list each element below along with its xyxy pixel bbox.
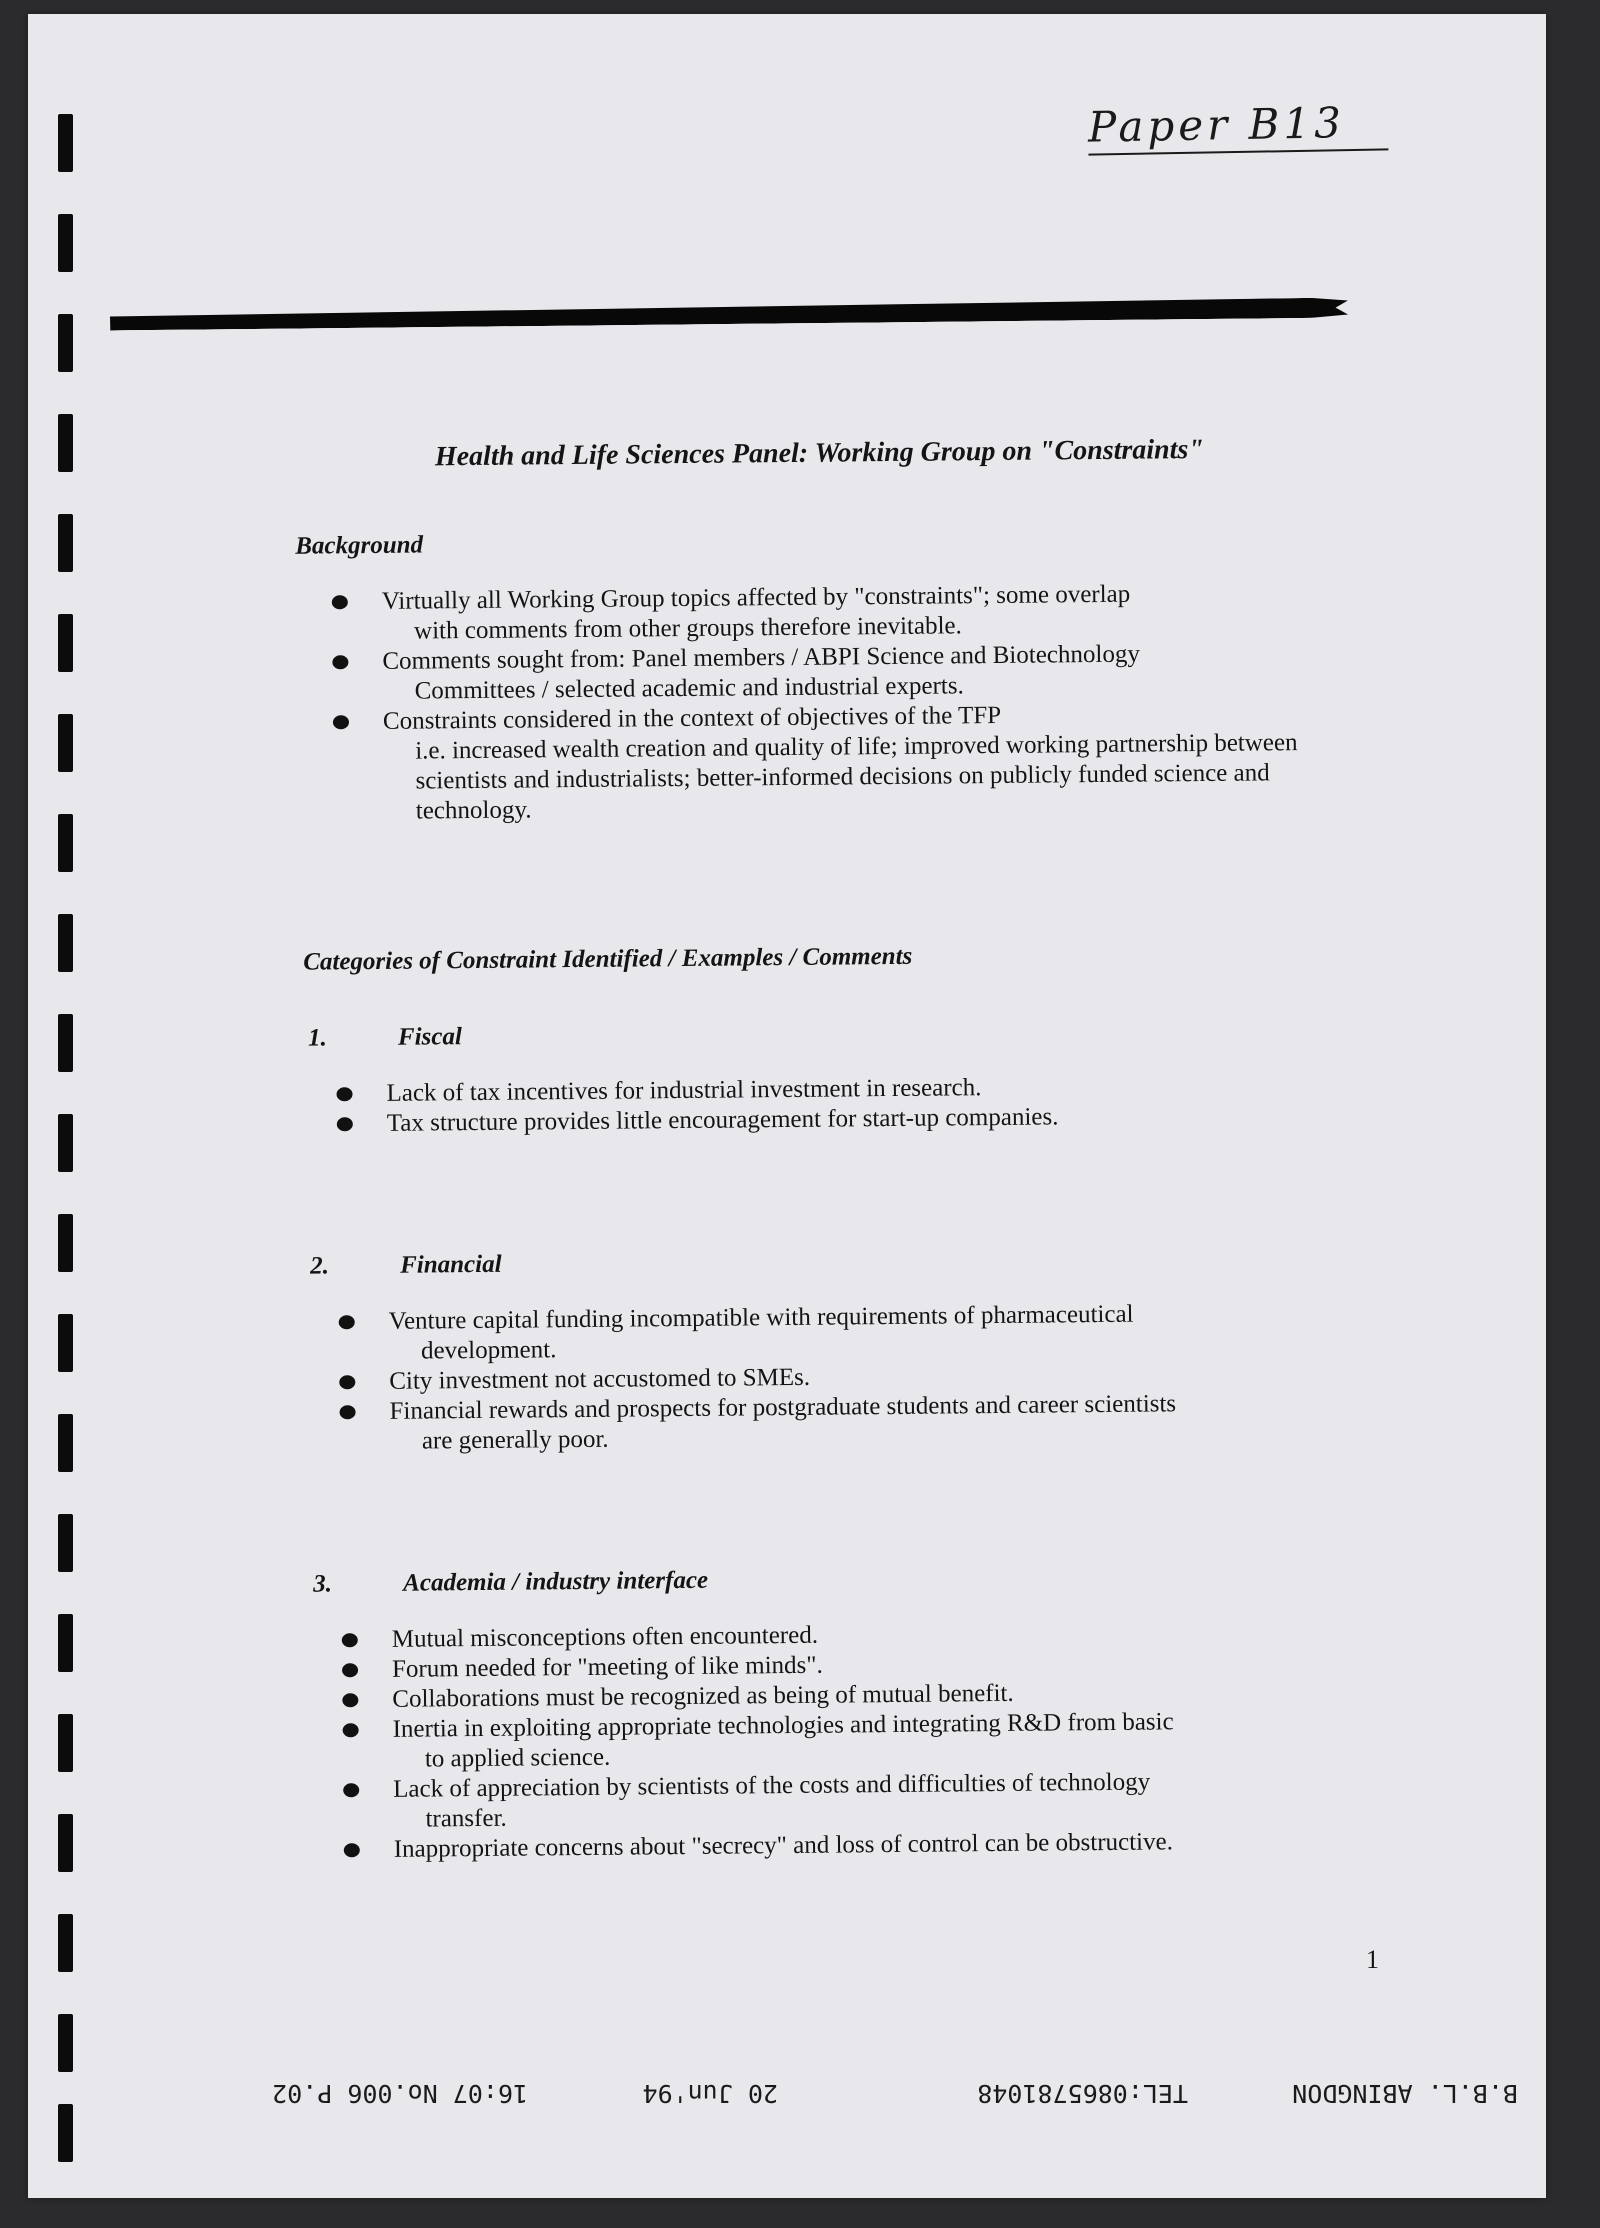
list-item: Collaborations must be recognized as being of mutual benefit.: [276, 1675, 1386, 1716]
section-heading: [313, 1559, 1385, 1599]
section-title: Financial: [400, 1250, 502, 1279]
punch-hole: [58, 2104, 73, 2162]
handwritten-note: Paper B13: [1088, 97, 1389, 155]
fax-tel: TEL:0865781048: [977, 2079, 1188, 2108]
punch-hole: [58, 314, 73, 372]
punch-hole: [58, 1314, 73, 1372]
bullet-icon: [343, 1783, 359, 1797]
punch-hole: [58, 1414, 73, 1472]
punch-hole: [58, 1714, 73, 1772]
section-heading: [308, 1013, 1380, 1053]
fax-date: 20 Jun'94: [642, 2079, 778, 2108]
punch-hole: [58, 114, 73, 172]
list-item: Forum needed for "meeting of like minds".: [276, 1645, 1386, 1686]
list-item: Financial rewards and prospects for postgraduate students and career scientists are generally poor.: [273, 1387, 1384, 1458]
punch-hole: [58, 1614, 73, 1672]
page-number: 1: [1366, 1945, 1379, 1974]
bullet-icon: [342, 1663, 358, 1677]
list-item: City investment not accustomed to SMEs.: [273, 1357, 1383, 1398]
categories-heading: Categories of Constraint Identified / Examples / Comments: [303, 942, 913, 976]
bullet-icon: [332, 595, 348, 609]
punch-hole: [58, 914, 73, 972]
list-item: Comments sought from: Panel members / ABPI Science and Biotechnology Committees / selected academic and industrial experts.: [266, 637, 1377, 708]
punch-hole: [58, 414, 73, 472]
punch-hole: [58, 614, 73, 672]
punch-hole: [58, 1014, 73, 1072]
punch-hole: [58, 214, 73, 272]
bullet-icon: [344, 1843, 360, 1857]
section-title: Fiscal: [397, 1023, 463, 1051]
fax-time-page: 16:07 No.006 P.02: [272, 2079, 528, 2108]
section-number: 3.: [313, 1570, 333, 1598]
bullet-icon: [342, 1633, 358, 1647]
punch-hole: [58, 2014, 73, 2072]
punch-hole: [58, 1214, 73, 1272]
bullet-icon: [343, 1723, 359, 1737]
document-body: [264, 403, 1388, 1866]
fax-header: [208, 2074, 1518, 2108]
header-rule: [110, 298, 1348, 331]
list-item: Mutual misconceptions often encountered.: [276, 1615, 1386, 1656]
background-list: [266, 577, 1378, 828]
section-heading: [310, 1241, 1382, 1281]
punch-hole: [58, 714, 73, 772]
fiscal-list: [270, 1069, 1381, 1140]
financial-list: [273, 1297, 1384, 1458]
punch-hole: [58, 1814, 73, 1872]
bullet-icon: [337, 1117, 353, 1131]
punch-hole: [58, 1114, 73, 1172]
punch-hole: [58, 514, 73, 572]
background-heading: Background: [295, 531, 424, 560]
punch-hole: [58, 1914, 73, 1972]
bullet-icon: [342, 1693, 358, 1707]
list-item: Constraints considered in the context of objectives of the TFP i.e. increased wealth creation and quality of life; improved working partnership between scientists and industrialists; better-informed decisions on publicly funded science and technology.: [267, 697, 1378, 828]
list-item: Inertia in exploiting appropriate technologies and integrating R&D from basic to applied science.: [276, 1705, 1387, 1776]
list-item: Lack of appreciation by scientists of the costs and difficulties of technology transfer.: [277, 1765, 1388, 1836]
document-page: [28, 14, 1546, 2198]
bullet-icon: [333, 715, 349, 729]
section-title: Academia / industry interface: [403, 1566, 709, 1597]
academia-list: [276, 1615, 1388, 1866]
punch-hole: [58, 1514, 73, 1572]
bullet-icon: [339, 1375, 355, 1389]
list-item: Tax structure provides little encouragement for start-up companies.: [271, 1099, 1381, 1140]
bullet-icon: [332, 655, 348, 669]
list-item: Lack of tax incentives for industrial investment in research.: [270, 1069, 1380, 1110]
bullet-icon: [339, 1315, 355, 1329]
list-item: Inappropriate concerns about "secrecy" and loss of control can be obstructive.: [278, 1825, 1388, 1866]
bullet-icon: [336, 1087, 352, 1101]
list-item: Venture capital funding incompatible with requirements of pharmaceutical development.: [273, 1297, 1384, 1368]
section-number: 1.: [307, 1024, 327, 1052]
section-number: 2.: [310, 1252, 330, 1280]
document-title: Health and Life Sciences Panel: Working Group on "Constraints": [434, 433, 1205, 473]
fax-sender: B.B.L. ABINGDON: [1292, 2079, 1518, 2108]
bullet-icon: [340, 1405, 356, 1419]
list-item: Virtually all Working Group topics affected by "constraints"; some overlap with comments from other groups therefore inevitable.: [266, 577, 1377, 648]
punch-hole: [58, 814, 73, 872]
